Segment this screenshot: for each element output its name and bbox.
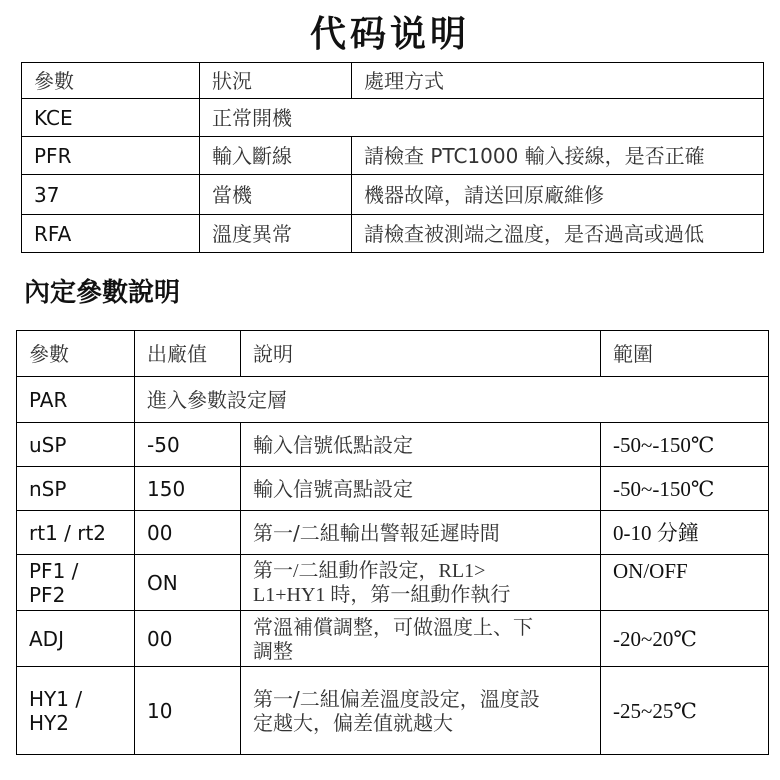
description-cell: 第一/二組動作設定，RL1> L1+HY1 時，第一組動作執行 <box>241 555 601 611</box>
description-cell: 第一/二組輸出警報延遲時間 <box>241 511 601 555</box>
param-cell: HY1 / HY2 <box>17 667 135 755</box>
description-cell: 輸入信號低點設定 <box>241 423 601 467</box>
table-row <box>17 423 769 467</box>
status-cell: 輸入斷線 <box>200 137 352 175</box>
status-cell: 正常開機 <box>200 99 764 137</box>
status-code-table <box>21 62 764 253</box>
code-cell: 37 <box>22 175 200 215</box>
param-cell: PF1 / PF2 <box>17 555 135 611</box>
table-row <box>17 511 769 555</box>
range-cell: -20~20℃ <box>601 611 769 667</box>
table-row <box>22 137 764 175</box>
header-cell: 說明 <box>241 331 601 377</box>
default-cell: 150 <box>135 467 241 511</box>
table-row <box>17 611 769 667</box>
range-cell: -25~25℃ <box>601 667 769 755</box>
code-cell: RFA <box>22 215 200 253</box>
table-row <box>22 215 764 253</box>
default-cell: 10 <box>135 667 241 755</box>
table-row <box>17 467 769 511</box>
action-cell: 請檢查被測端之溫度，是否過高或過低 <box>352 215 764 253</box>
code-cell: KCE <box>22 99 200 137</box>
header-cell: 狀況 <box>200 63 352 99</box>
table-row <box>22 99 764 137</box>
table-row <box>17 667 769 755</box>
param-cell: PAR <box>17 377 135 423</box>
table-row <box>17 377 769 423</box>
default-cell: 00 <box>135 611 241 667</box>
default-cell: ON <box>135 555 241 611</box>
range-cell: -50~-150℃ <box>601 423 769 467</box>
param-cell: ADJ <box>17 611 135 667</box>
status-cell: 溫度異常 <box>200 215 352 253</box>
header-cell: 參數 <box>17 331 135 377</box>
header-cell: 出廠值 <box>135 331 241 377</box>
header-cell: 處理方式 <box>352 63 764 99</box>
table-row <box>17 555 769 611</box>
range-cell: ON/OFF <box>601 555 769 611</box>
default-cell: -50 <box>135 423 241 467</box>
table-header-row <box>17 331 769 377</box>
status-cell: 當機 <box>200 175 352 215</box>
description-cell: 常溫補償調整，可做溫度上、下 調整 <box>241 611 601 667</box>
param-cell: nSP <box>17 467 135 511</box>
param-cell: rt1 / rt2 <box>17 511 135 555</box>
section-heading: 內定參數說明 <box>24 278 181 308</box>
range-cell: -50~-150℃ <box>601 467 769 511</box>
param-cell: uSP <box>17 423 135 467</box>
default-cell: 00 <box>135 511 241 555</box>
table-row <box>22 175 764 215</box>
header-cell: 參數 <box>22 63 200 99</box>
parameter-table <box>16 330 769 755</box>
page-title: 代码说明 <box>309 14 470 55</box>
description-cell: 第一/二組偏差溫度設定，溫度設 定越大，偏差值就越大 <box>241 667 601 755</box>
action-cell: 機器故障，請送回原廠維修 <box>352 175 764 215</box>
header-cell: 範圍 <box>601 331 769 377</box>
description-cell: 進入參數設定層 <box>135 377 769 423</box>
range-cell: 0-10 分鐘 <box>601 511 769 555</box>
action-cell: 請檢查 PTC1000 輸入接線，是否正確 <box>352 137 764 175</box>
table-header-row <box>22 63 764 99</box>
description-cell: 輸入信號高點設定 <box>241 467 601 511</box>
code-cell: PFR <box>22 137 200 175</box>
